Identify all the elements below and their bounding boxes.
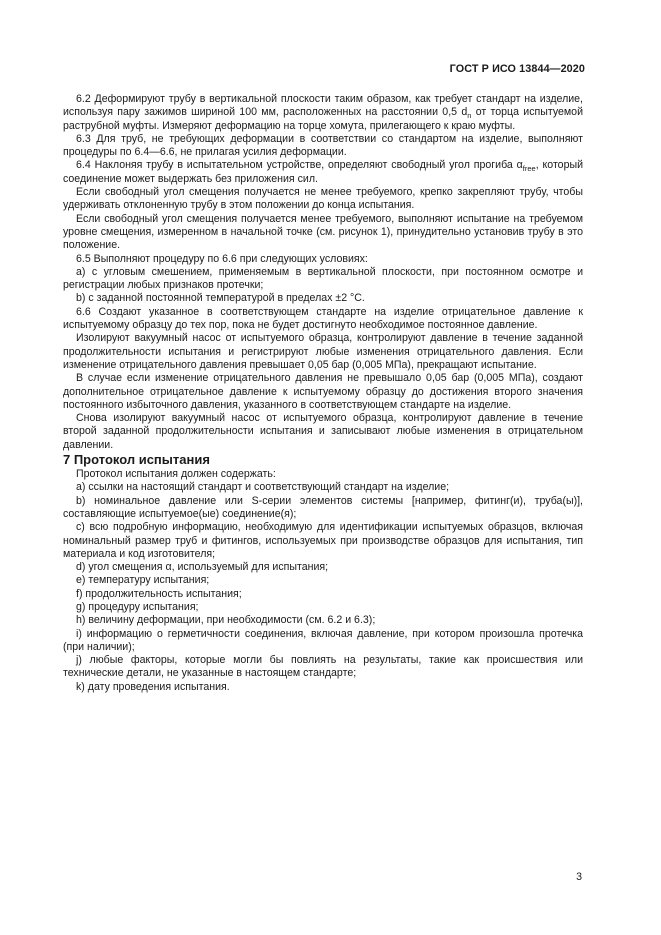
paragraph-6-6-b: В случае если изменение отрицательного давления не превышало 0,05 бар (0,005 МПа), создают дополнительное отрицательное давление к испытуемому образцу до достижения второго значения постоянного избыточного давления, указанного в соответствующем стандарте на изделие.: [63, 372, 583, 411]
report-item-c: c) всю подробную информацию, необходимую для идентификации испытуемых образцов, включая номинальный размер труб и фитингов, используемых при производстве образцов для испытания, тип материала и код изготовителя;: [63, 521, 583, 560]
paragraph-6-2: [63, 93, 583, 133]
document-code: ГОСТ Р ИСО 13844—2020: [449, 63, 585, 75]
paragraph-6-6: 6.6 Создают указанное в соответствующем стандарте на изделие отрицательное давление к испытуемому образцу до тех пор, пока не будет достигнуто необходимое постоянное давление.: [63, 305, 583, 332]
paragraph-6-4: 6.4 Наклоняя трубу в испытательном устройстве, определяют свободный угол прогиба $\alpha_{free}$, который соединение может выдержать без приложения сил.: [63, 159, 583, 185]
paragraph-6-2-text: 6.2 Деформируют трубу в вертикальной плоскости таким образом, как требует стандарт на изделие, используя пару зажимов шириной 100 мм, расположенных на расстоянии 0,5 $d_n$ от торца испытуемой раструбной муфты. Измеряют деформацию на торце хомута, прилегающего к краю муфты.: [63, 93, 583, 132]
report-item-d: d) угол смещения α, используемый для испытания;: [76, 561, 329, 574]
report-intro: Протокол испытания должен содержать:: [76, 468, 276, 481]
paragraph-6-6-c: Снова изолируют вакуумный насос от испытуемого образца, контролируют давление в течение второй заданной продолжительности испытания и записывают любые изменения в отрицательном давлении.: [63, 412, 583, 451]
report-item-g: g) процедуру испытания;: [76, 600, 199, 613]
report-item-f: f) продолжительность испытания;: [76, 587, 242, 600]
section-heading: 7 Протокол испытания: [63, 452, 210, 468]
report-item-h: h) величину деформации, при необходимости (см. 6.2 и 6.3);: [76, 614, 376, 627]
list-item-6-5-b: b) с заданной постоянной температурой в пределах ±2 °C.: [76, 292, 365, 305]
report-item-j: j) любые факторы, которые могли бы повлиять на результаты, такие как происшествия или технические детали, не указанные в настоящем стандарте;: [63, 654, 583, 680]
paragraph-6-3: 6.3 Для труб, не требующих деформации в соответствии со стандартом на изделие, выполняют процедуры по 6.4—6.6, не прилагая усилия деформации.: [63, 132, 583, 159]
report-item-a: a) ссылки на настоящий стандарт и соответствующий стандарт на изделие;: [76, 481, 450, 494]
paragraph-6-5: 6.5 Выполняют процедуру по 6.6 при следующих условиях:: [76, 252, 368, 265]
paragraph-6-4-a: Если свободный угол смещения получается не менее требуемого, крепко закрепляют трубу, чтобы удерживать отклоненную трубу в этом положении до конца испытания.: [63, 186, 583, 212]
report-item-b: b) номинальное давление или S-серии элементов системы [например, фитинг(и), труба(ы)], составляющие испытуемое(ые) соединение(я);: [63, 494, 583, 520]
paragraph-6-4-b: Если свободный угол смещения получается менее требуемого, выполняют испытание на требуемом уровне смещения, измеренном в начальной точке (см. рисунок 1), принудительно установив трубу в это положение.: [63, 212, 583, 252]
report-item-e: e) температуру испытания;: [76, 574, 210, 587]
body-text: [63, 93, 583, 694]
page-number: 3: [576, 871, 582, 883]
list-item-6-5-a: a) с угловым смешением, применяемым в вертикальной плоскости, при постоянном осмотре и регистрации любых признаков протечки;: [63, 265, 583, 292]
paragraph-6-6-a: Изолируют вакуумный насос от испытуемого образца, контролируют давление в течение заданной продолжительности испытания и регистрируют любые изменения отрицательного давления. Если изменение отрицательного давления превышает 0,05 бар (0,005 МПа), прекращают испытание.: [63, 332, 583, 371]
report-item-i: i) информацию о герметичности соединения, включая давление, при котором произошла протечка (при наличии);: [63, 627, 583, 653]
report-item-k: k) дату проведения испытания.: [76, 680, 230, 693]
